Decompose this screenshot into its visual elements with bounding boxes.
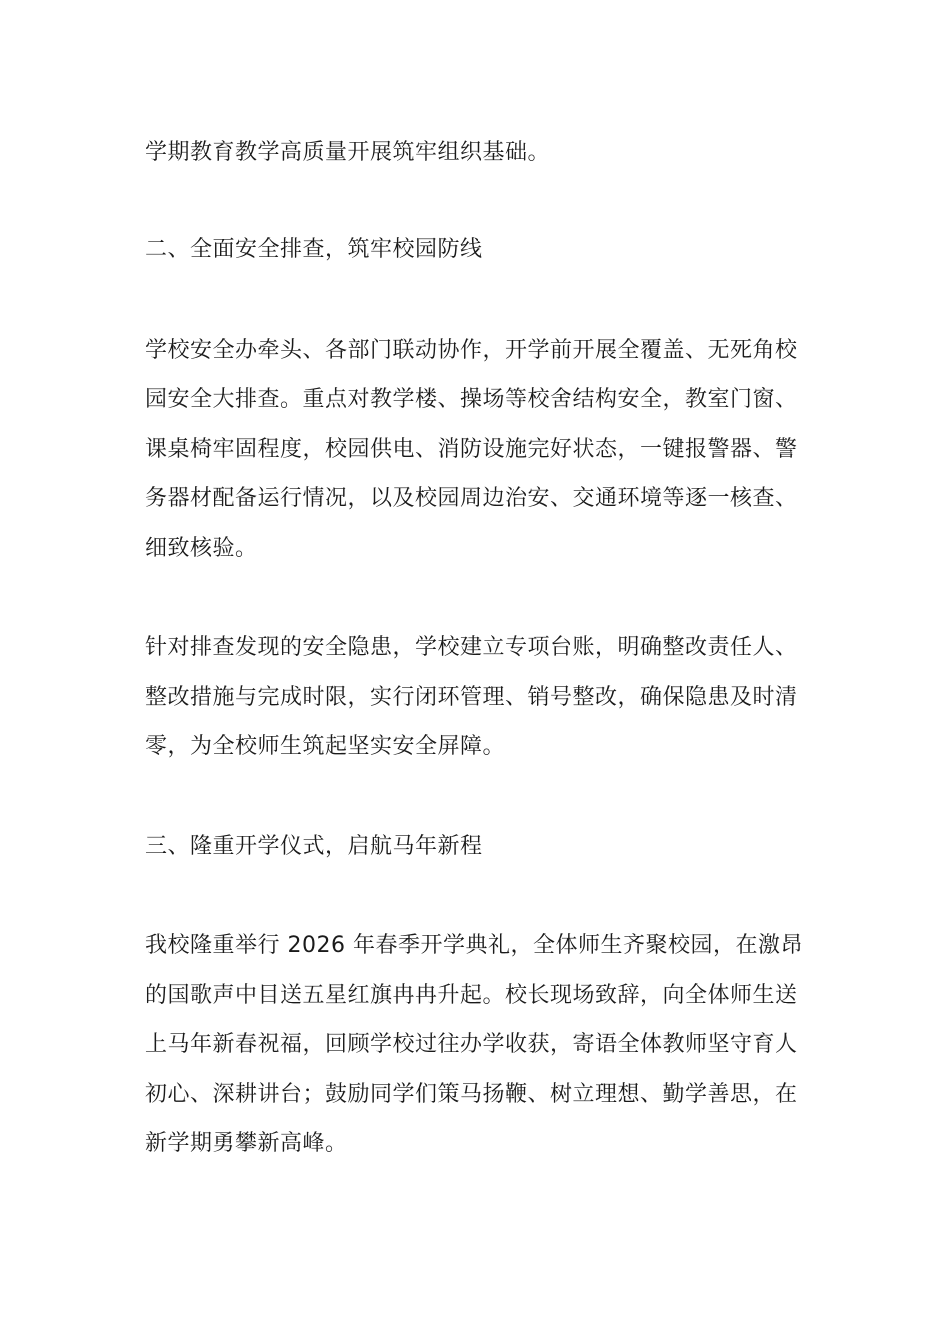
paragraph-line: 整改措施与完成时限，实行闭环管理、销号整改，确保隐患及时清 <box>145 685 798 710</box>
paragraph-line: 上马年新春祝福，回顾学校过往办学收获，寄语全体教师坚守育人 <box>145 1032 798 1057</box>
paragraph-line: 新学期勇攀新高峰。 <box>145 1131 348 1156</box>
paragraph-line: 针对排查发现的安全隐患，学校建立专项台账，明确整改责任人、 <box>145 635 798 660</box>
paragraph-line: 我校隆重举行 2026 年春季开学典礼，全体师生齐聚校园，在激昂 <box>145 933 803 958</box>
paragraph-line: 园安全大排查。重点对教学楼、操场等校舍结构安全，教室门窗、 <box>145 387 798 412</box>
paragraph-line: 的国歌声中目送五星红旗冉冉升起。校长现场致辞，向全体师生送 <box>145 983 798 1008</box>
paragraph-line: 细致核验。 <box>145 536 258 561</box>
section-heading: 三、隆重开学仪式，启航马年新程 <box>145 834 483 859</box>
paragraph-line: 课桌椅牢固程度，校园供电、消防设施完好状态，一键报警器、警 <box>145 437 798 462</box>
paragraph-line: 学校安全办牵头、各部门联动协作，开学前开展全覆盖、无死角校 <box>145 338 798 363</box>
paragraph-line: 初心、深耕讲台；鼓励同学们策马扬鞭、树立理想、勤学善思，在 <box>145 1082 798 1107</box>
paragraph-line: 务器材配备运行情况，以及校园周边治安、交通环境等逐一核查、 <box>145 486 798 511</box>
paragraph-line: 零，为全校师生筑起坚实安全屏障。 <box>145 734 506 759</box>
section-heading: 二、全面安全排查，筑牢校园防线 <box>145 237 483 262</box>
paragraph-line: 学期教育教学高质量开展筑牢组织基础。 <box>145 140 551 165</box>
